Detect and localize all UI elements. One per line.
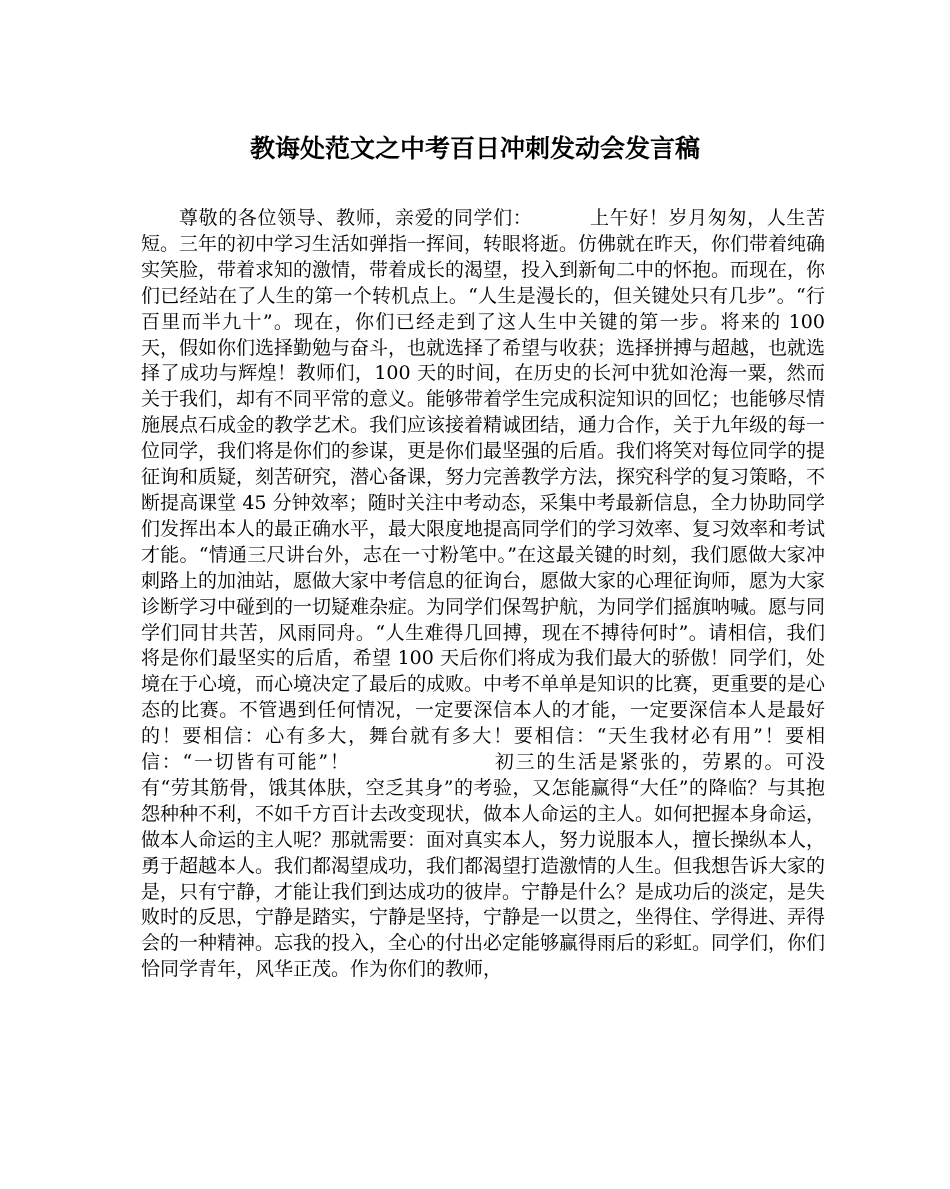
paragraph-part-2: 初三的生活是紧张的，劳累的。可没有“劳其筋骨，饿其体肤，空乏其身”的考验，又怎能赢得“大任”的降临？与其抱怨种种不利，不如千方百计去改变现状，做本人命运的主人。如何把握本身命运，做本人命运的主人呢？那就需要：面对真实本人，努力说服本人，擅长操纵本人，勇于超越本人。我们都渴望成功，我们都渴望打造激情的人生。但我想告诉大家的是，只有宁静，才能让我们到达成功的彼岸。宁静是什么？是成功后的淡定，是失败时的反思，宁静是踏实，宁静是坚持，宁静是一以贯之，坐得住、学得进、弄得会的一种精神。忘我的投入，全心的付出必定能够赢得雨后的彩虹。同学们，你们恰同学青年，风华正茂。作为你们的教师，	[141, 751, 826, 981]
paragraph-part-1: 上午好！岁月匆匆，人生苦短。三年的初中学习生活如弹指一挥间，转眼将逝。仿佛就在昨天，你们带着纯确实笑脸，带着求知的激情，带着成长的渴望，投入到新甸二中的怀抱。而现在，你们已经站在了人生的第一个转机点上。“人生是漫长的，但关键处只有几步”。“行百里而半九十”。现在，你们已经走到了这人生中关键的第一步。将来的 100 天，假如你们选择勤勉与奋斗，也就选择了希望与收获；选择拼搏与超越，也就选择了成功与辉煌！教师们，100 天的时间，在历史的长河中犹如沧海一粟，然而关于我们，却有不同平常的意义。能够带着学生完成积淀知识的回忆；也能够尽情施展点石成金的教学艺术。我们应该接着精诚团结，通力合作，关于九年级的每一位同学，我们将是你们的参谋，更是你们最坚强的后盾。我们将笑对每位同学的提征询和质疑，刻苦研究，潜心备课，努力完善教学方法，探究科学的复习策略，不断提高课堂 45 分钟效率；随时关注中考动态，采集中考最新信息，全力协助同学们发挥出本人的最正确水平，最大限度地提高同学们的学习效率、复习效率和考试才能。“情通三尺讲台外，志在一寸粉笔中。”在这最关键的时刻，我们愿做大家冲刺路上的加油站，愿做大家中考信息的征询台，愿做大家的心理征询师，愿为大家诊断学习中碰到的一切疑难杂症。为同学们保驾护航，为同学们摇旗呐喊。愿与同学们同甘共苦，风雨同舟。“人生难得几回搏，现在不搏待何时”。请相信，我们将是你们最坚实的后盾，希望 100 天后你们将成为我们最大的骄傲！同学们，处境在于心境，而心境决定了最后的成败。中考不单单是知识的比赛，更重要的是心态的比赛。不管遇到任何情况，一定要深信本人的才能，一定要深信本人是最好的！要相信：心有多大，舞台就有多大！要相信：“天生我材必有用”！要相信：“一切皆有可能”！	[141, 207, 826, 774]
document-title: 教诲处范文之中考百日冲刺发动会发言稿	[249, 134, 700, 163]
document-body	[141, 206, 825, 983]
salutation: 尊敬的各位领导、教师，亲爱的同学们：	[179, 207, 533, 229]
